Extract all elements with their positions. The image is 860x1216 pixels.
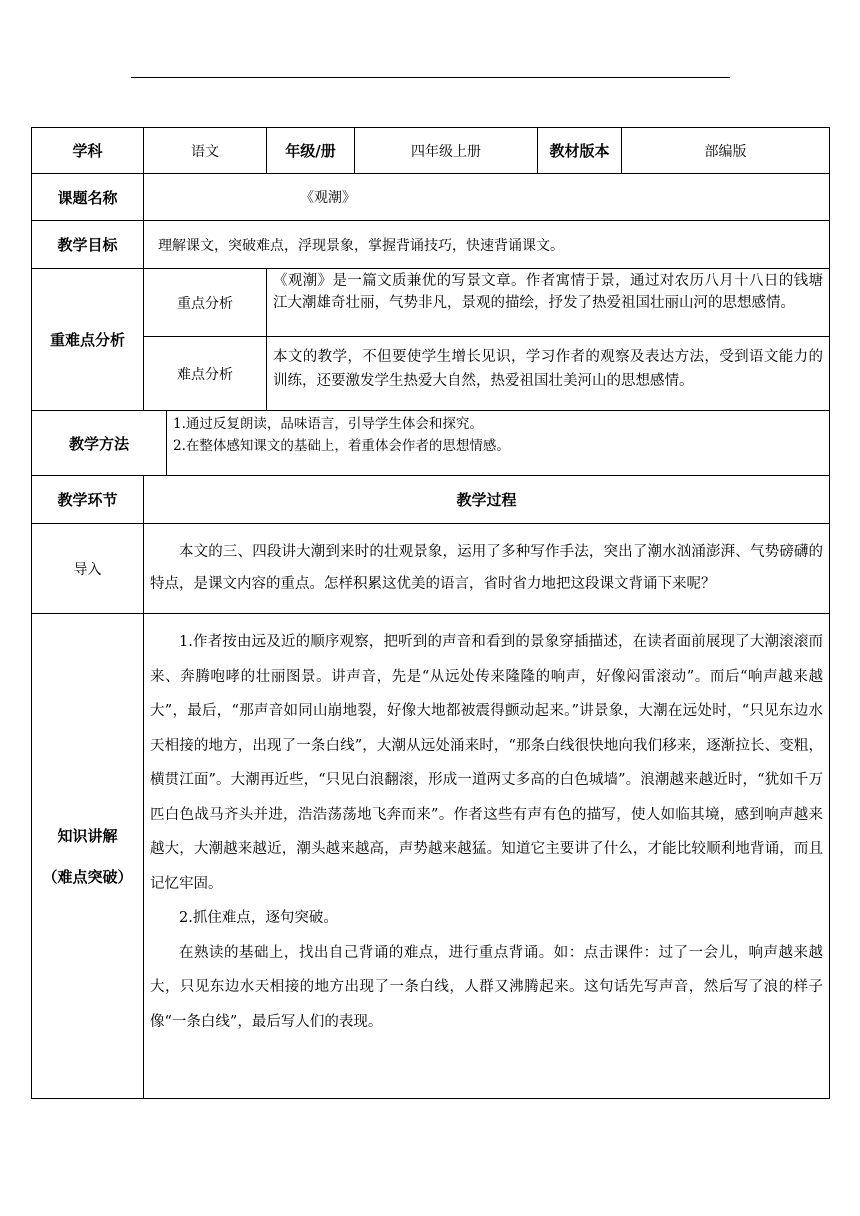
- subject-label: 学科: [31, 127, 143, 173]
- edition-label: 教材版本: [537, 127, 621, 173]
- subject-value: 语文: [143, 127, 266, 173]
- stage-label: 教学环节: [31, 475, 143, 523]
- process-header: 教学过程: [143, 475, 830, 523]
- header-rule: [131, 77, 730, 78]
- intro-text: 本文的三、四段讲大潮到来时的壮观景象，运用了多种写作手法，突出了潮水汹涌澎湃、气势磅礴的特点，是课文内容的重点。怎样积累这优美的语言，省时省力地把这段课文背诵下来呢？: [150, 544, 823, 592]
- difficulty-label: 难点分析: [143, 336, 266, 410]
- knowledge-label-line1: 知识讲解: [57, 827, 118, 845]
- knowledge-cell: [143, 613, 830, 1099]
- knowledge-label: [31, 613, 143, 1099]
- method-item-2: 2.在整体感知课文的基础上，着重体会作者的思想情感。: [173, 438, 510, 454]
- goal-label: 教学目标: [31, 220, 143, 268]
- key-point-text: 《观潮》是一篇文质兼优的写景文章。作者寓情于景，通过对农历八月十八日的钱塘江大潮雄奇壮丽，气势非凡，景观的描绘，抒发了热爱祖国壮丽山河的思想感情。: [273, 273, 823, 311]
- focus-analysis-label: 重难点分析: [31, 268, 143, 410]
- difficulty-text: 本文的教学，不但要使学生增长见识，学习作者的观察及表达方法，受到语文能力的训练，还要激发学生热爱大自然，热爱祖国壮美河山的思想感情。: [273, 349, 823, 389]
- method-item-1: 1.通过反复朗读，品味语言，引导学生体会和探究。: [173, 416, 483, 432]
- knowledge-para-2: 2.抓住难点，逐句突破。: [179, 910, 338, 926]
- edition-value: 部编版: [621, 127, 830, 173]
- method-label: 教学方法: [31, 410, 166, 475]
- knowledge-para-3: 在熟读的基础上，找出自己背诵的难点，进行重点背诵。如：点击课件：过了一会儿，响声越来越大，只见东边水天相接的地方出现了一条白线，人群又沸腾起来。这句话先写声音，然后写了浪的样子像“一条白线”，最后写人们的表现。: [150, 944, 823, 1030]
- title-label: 课题名称: [31, 173, 143, 220]
- goal-text: 理解课文，突破难点，浮现景象，掌握背诵技巧，快速背诵课文。: [143, 220, 830, 268]
- knowledge-label-line2: （难点突破）: [42, 868, 133, 886]
- lesson-title: 《观潮》: [143, 173, 830, 220]
- key-point-label: 重点分析: [143, 268, 266, 336]
- difficulty-cell: [266, 336, 830, 410]
- method-cell: [166, 410, 830, 475]
- intro-cell: [143, 523, 830, 613]
- grade-value: 四年级上册: [354, 127, 537, 173]
- intro-label: 导入: [31, 523, 143, 613]
- knowledge-para-1: 1.作者按由远及近的顺序观察，把听到的声音和看到的景象穿插描述，在读者面前展现了大潮滚滚而来、奔腾咆哮的壮丽图景。讲声音，先是“从远处传来隆隆的响声，好像闷雷滚动”。而后“响声越来越大”，最后，“那声音如同山崩地裂，好像大地都被震得颤动起来。”讲景象，大潮在远处时，“只见东边水天相接的地方，出现了一条白线”，大潮从远处涌来时，“那条白线很快地向我们移来，逐渐拉长、变粗，横贯江面”。大潮再近些，“只见白浪翻滚，形成一道两丈多高的白色城墙”。浪潮越来越近时，“犹如千万匹白色战马齐头并进，浩浩荡荡地飞奔而来”。作者这些有声有色的描写，使人如临其境，感到响声越来越大，大潮越来越近，潮头越来越高，声势越来越猛。知道它主要讲了什么，才能比较顺利地背诵，而且记忆牢固。: [150, 634, 823, 892]
- key-point-cell: [266, 268, 830, 336]
- grade-label: 年级/册: [266, 127, 354, 173]
